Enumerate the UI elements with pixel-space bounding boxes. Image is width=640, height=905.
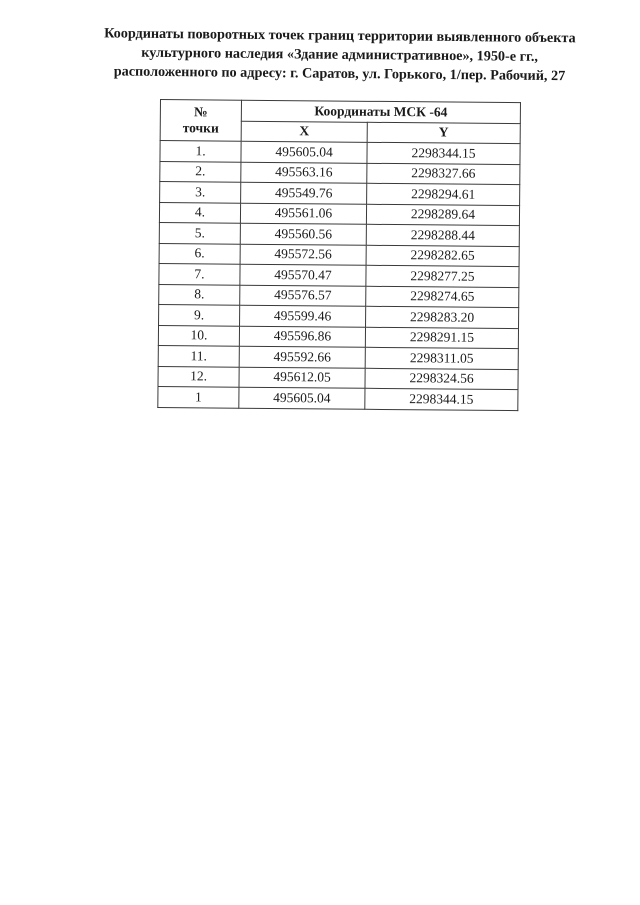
table-header-row	[160, 100, 520, 124]
cell-point-number: 10.	[158, 325, 239, 346]
cell-y: 2298324.56	[365, 368, 518, 390]
cell-point-number: 3.	[160, 182, 241, 203]
title-line-3: расположенного по адресу: г. Саратов, ул. Горького, 1/пер. Рабочий, 27	[113, 63, 566, 85]
cell-x: 495570.47	[240, 264, 366, 286]
cell-point-number: 4.	[159, 202, 240, 223]
cell-x: 495592.66	[239, 346, 365, 368]
cell-x: 495549.76	[241, 182, 367, 204]
cell-y: 2298344.15	[365, 388, 518, 410]
coordinates-table	[157, 99, 521, 411]
cell-y: 2298291.15	[365, 327, 518, 349]
cell-point-number: 1	[158, 386, 239, 407]
header-point-number	[160, 100, 241, 142]
header-x: X	[241, 121, 367, 143]
cell-x: 495563.16	[241, 162, 367, 184]
cell-point-number: 7.	[159, 263, 240, 284]
cell-x: 495560.56	[240, 223, 366, 245]
cell-y: 2298283.20	[366, 306, 519, 328]
cell-point-number: 9.	[159, 304, 240, 325]
cell-x: 495561.06	[240, 203, 366, 225]
cell-point-number: 1.	[160, 141, 241, 162]
cell-point-number: 2.	[160, 161, 241, 182]
cell-y: 2298289.64	[366, 204, 519, 226]
cell-point-number: 8.	[159, 284, 240, 305]
cell-x: 495576.57	[240, 285, 366, 307]
cell-x: 495605.04	[241, 141, 367, 163]
cell-y: 2298288.44	[366, 224, 519, 246]
header-coordinates-group: Координаты МСК -64	[241, 100, 520, 123]
cell-x: 495572.56	[240, 244, 366, 266]
cell-y: 2298311.05	[365, 347, 518, 369]
table-row	[158, 386, 518, 410]
cell-point-number: 6.	[159, 243, 240, 264]
cell-x: 495612.05	[239, 367, 365, 389]
cell-y: 2298277.25	[366, 265, 519, 287]
header-y: Y	[367, 122, 520, 144]
header-point-label: точки	[182, 120, 219, 136]
cell-x: 495599.46	[240, 305, 366, 327]
cell-y: 2298344.15	[367, 142, 520, 164]
title-line-2: культурного наследия «Здание административное», 1950-е гг.,	[141, 44, 539, 65]
cell-point-number: 12.	[158, 366, 239, 387]
coordinates-table-wrapper	[157, 99, 521, 411]
cell-y: 2298327.66	[367, 163, 520, 185]
table-body	[158, 141, 520, 411]
cell-x: 495605.04	[239, 387, 365, 409]
document-title	[69, 24, 610, 87]
cell-x: 495596.86	[239, 326, 365, 348]
cell-y: 2298282.65	[366, 245, 519, 267]
header-number-sign: №	[194, 104, 208, 120]
cell-point-number: 11.	[158, 345, 239, 366]
title-line-1: Координаты поворотных точек границ территории выявленного объекта	[104, 25, 576, 47]
cell-point-number: 5.	[159, 222, 240, 243]
cell-y: 2298274.65	[366, 286, 519, 308]
cell-y: 2298294.61	[367, 183, 520, 205]
